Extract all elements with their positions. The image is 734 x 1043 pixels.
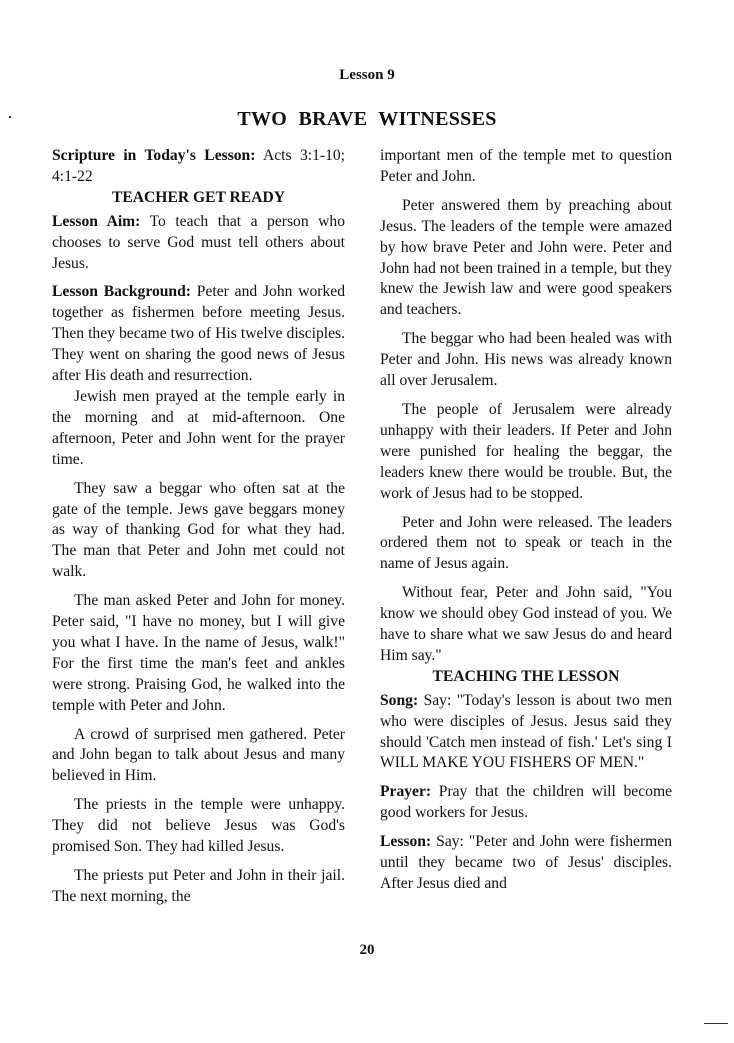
left-column xyxy=(52,146,345,916)
teaching-the-lesson-heading: TEACHING THE LESSON xyxy=(432,667,620,685)
paragraph: The priests put Peter and John in their jail. The next morning, the xyxy=(52,867,345,905)
lesson-instruction xyxy=(380,832,672,895)
scripture-text: Acts 3:1-10; 4:1-22 xyxy=(52,147,345,185)
page-number: 20 xyxy=(359,942,375,958)
scripture-reference xyxy=(52,146,345,188)
song-label: Song: xyxy=(380,691,419,709)
prayer-label: Prayer: xyxy=(380,783,432,801)
paragraph: Without fear, Peter and John said, "You know we should obey God instead of you. We have to share what we saw Jesus do and heard Him say." xyxy=(380,584,672,664)
lesson-aim-text: To teach that a person who chooses to serve God must tell others about Jesus. xyxy=(52,212,345,272)
scripture-label: Scripture in Today's Lesson: xyxy=(52,147,256,164)
teacher-get-ready-heading: TEACHER GET READY xyxy=(111,188,285,206)
paragraph: A crowd of surprised men gathered. Peter and John began to talk about Jesus and many believed in Him. xyxy=(52,725,345,785)
lesson-aim-label: Lesson Aim: xyxy=(52,212,141,230)
scan-speck xyxy=(9,116,11,118)
lesson-background xyxy=(52,282,345,387)
paragraph: The people of Jerusalem were already unhappy with their leaders. If Peter and John were punished for healing the beggar, the leaders knew there would be trouble. But, the work of Jesus had to be stopped. xyxy=(380,400,672,502)
lesson-aim xyxy=(52,212,345,275)
paragraph: The man asked Peter and John for money. Peter said, "I have no money, but I will give you what I have. In the name of Jesus, walk!" For the first time the man's feet and ankles were strong. Praising God, he walked into the temple with Peter and John. xyxy=(52,592,345,714)
paragraph: They saw a beggar who often sat at the gate of the temple. Jews gave beggars money as way of thanking God for what they had. The man that Peter and John met could not walk. xyxy=(52,479,345,581)
lesson-number: Lesson 9 xyxy=(339,67,395,83)
prayer-text: Pray that the children will become good workers for Jesus. xyxy=(380,783,672,822)
lesson-text: Say: "Peter and John were fishermen until they became two of Jesus' disciples. After Jesus died and xyxy=(380,833,672,892)
paragraph: The beggar who had been healed was with Peter and John. His news was already known all over Jerusalem. xyxy=(380,330,672,390)
page-title: TWO BRAVE WITNESSES xyxy=(237,108,497,130)
lesson-label: Lesson: xyxy=(380,833,432,851)
right-column xyxy=(380,146,672,903)
paragraph: Peter answered them by preaching about Jesus. The leaders of the temple were amazed by how brave Peter and John were. Peter and John had not been trained in a temple, but they knew the Jewish law and were good speakers and teachers. xyxy=(380,196,672,319)
lesson-background-text: Peter and John worked together as fishermen before meeting Jesus. Then they became two of His twelve disciples. They went on sharing the good news of Jesus after His death and resurrection. xyxy=(52,283,346,385)
song-text: Say: "Today's lesson is about two men who were disciples of Jesus. Jesus said they should 'Catch men instead of fish.' Let's sing I WILL MAKE YOU FISHERS OF MEN." xyxy=(380,691,673,772)
scan-speck xyxy=(704,1023,728,1024)
paragraph: Jewish men prayed at the temple early in the morning and at mid-afternoon. One afternoon, Peter and John went for the prayer time. xyxy=(52,387,345,468)
paragraph: Peter and John were released. The leaders ordered them not to speak or teach in the name of Jesus again. xyxy=(380,513,672,573)
song-instruction xyxy=(380,691,672,775)
paragraph: important men of the temple met to question Peter and John. xyxy=(380,147,672,185)
prayer-instruction xyxy=(380,782,672,824)
lesson-background-label: Lesson Background: xyxy=(52,283,191,301)
paragraph: The priests in the temple were unhappy. They did not believe Jesus was God's promised Son. They had killed Jesus. xyxy=(52,796,345,856)
